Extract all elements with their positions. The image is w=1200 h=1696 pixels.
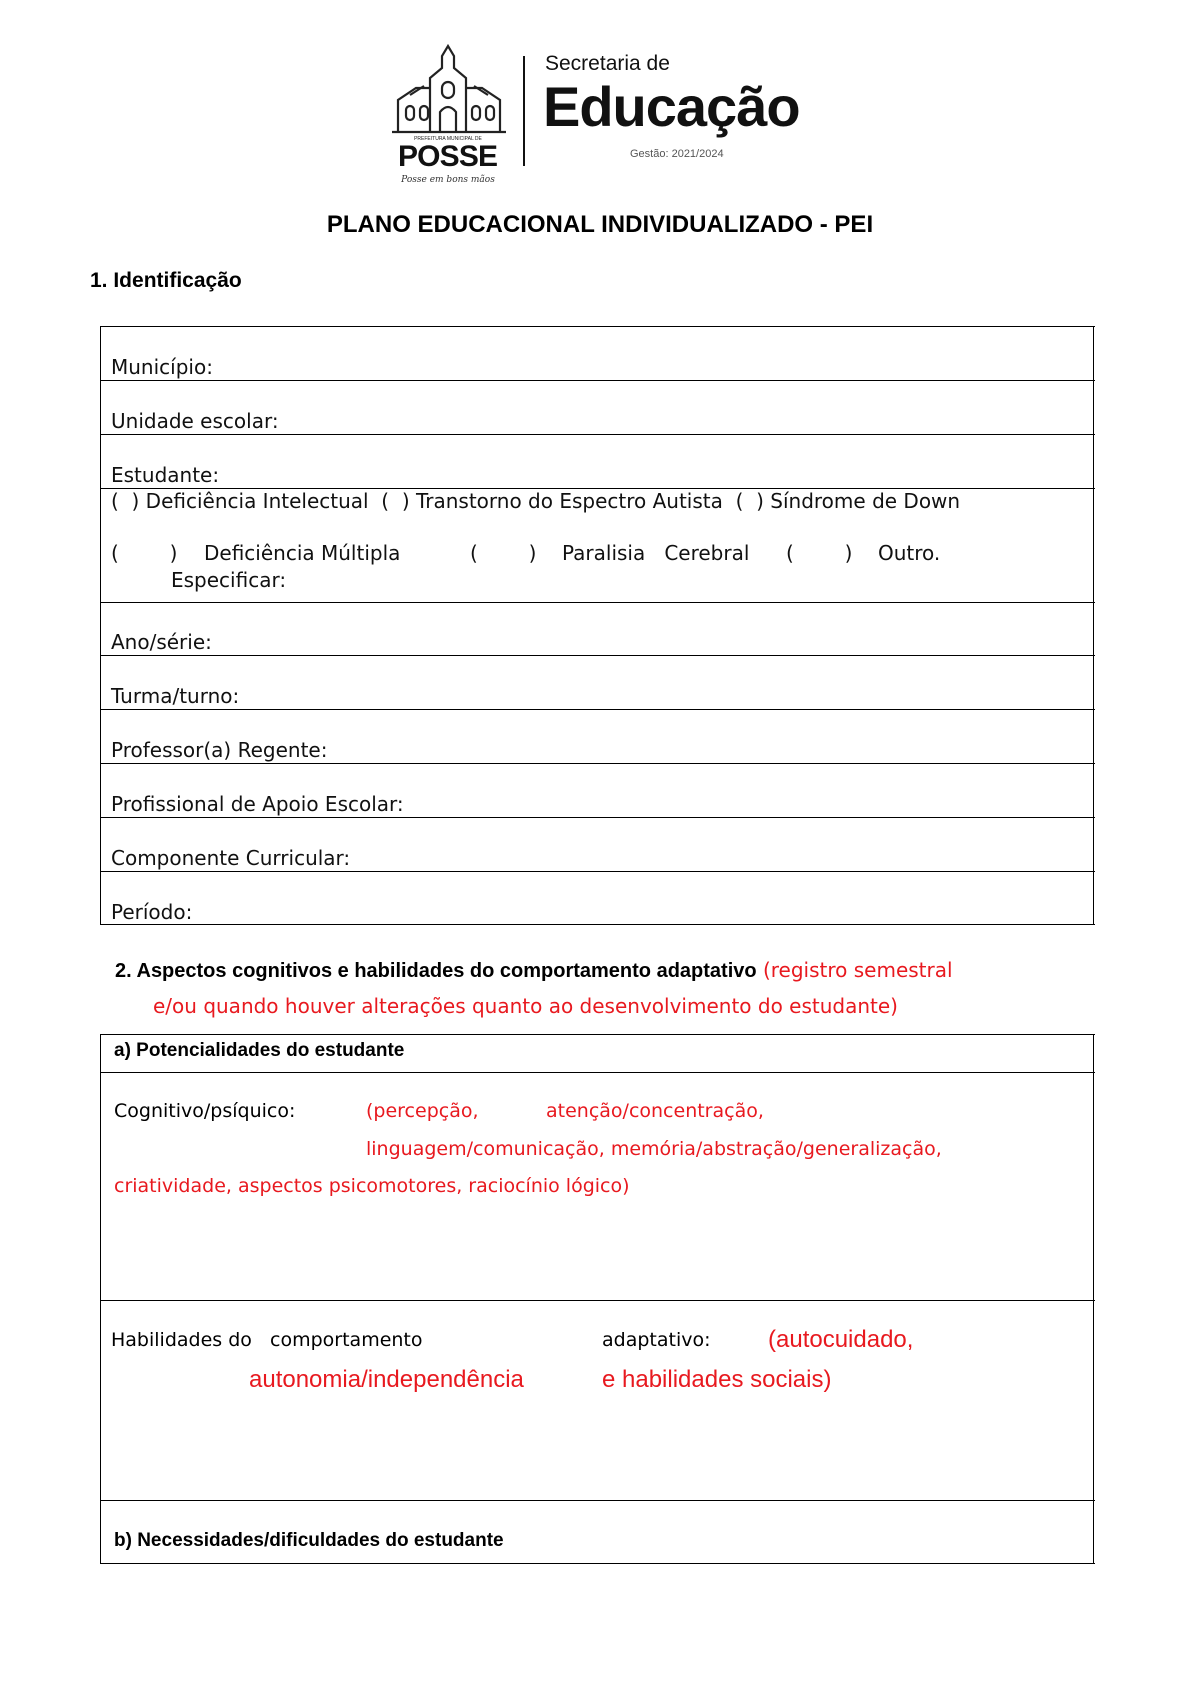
table-rule <box>100 817 1095 818</box>
cognitivo-hint: linguagem/comunicação, memória/abstração/generalização, <box>366 1138 942 1160</box>
document-title: PLANO EDUCACIONAL INDIVIDUALIZADO - PEI <box>326 211 874 238</box>
field-estudante[interactable]: Estudante: <box>111 463 220 487</box>
box-border-left <box>100 1034 101 1564</box>
box-rule <box>100 1300 1095 1301</box>
box-rule <box>100 1072 1095 1073</box>
box-rule <box>100 1500 1095 1501</box>
secretaria-label: Secretaria de <box>545 52 670 75</box>
habilidades-hint: e habilidades sociais) <box>602 1366 832 1393</box>
cognitivo-hint: atenção/concentração, <box>546 1100 764 1122</box>
table-rule <box>100 326 1095 327</box>
table-rule <box>100 602 1095 603</box>
habilidades-label[interactable]: Habilidades do comportamento <box>111 1329 423 1351</box>
option-paralisia-cerebral: Paralisia Cerebral <box>562 541 750 565</box>
field-periodo[interactable]: Período: <box>111 900 193 924</box>
table-rule <box>100 380 1095 381</box>
section2-heading-note-cont: e/ou quando houver alterações quanto ao desenvolvimento do estudante) <box>153 994 898 1018</box>
habilidades-label-cont: adaptativo: <box>602 1329 711 1351</box>
box-rule <box>100 1563 1095 1564</box>
box-border-right <box>1093 1034 1094 1564</box>
logo-divider <box>523 56 525 166</box>
habilidades-hint: autonomia/independência <box>249 1366 524 1393</box>
option-outro-paren[interactable]: ( ) <box>786 541 853 565</box>
field-municipio[interactable]: Município: <box>111 355 213 379</box>
option-outro: Outro. <box>878 541 941 565</box>
table-rule <box>100 924 1095 925</box>
field-turma-turno[interactable]: Turma/turno: <box>111 684 240 708</box>
svg-text:PREFEITURA MUNICIPAL DE: PREFEITURA MUNICIPAL DE <box>414 136 482 142</box>
table-rule <box>100 434 1095 435</box>
cognitivo-hint: criatividade, aspectos psicomotores, raciocínio lógico) <box>114 1175 630 1197</box>
section2-heading <box>115 958 953 983</box>
box-a-heading: a) Potencialidades do estudante <box>114 1040 405 1061</box>
logo-posse-text: POSSE <box>398 140 498 173</box>
table-border-right <box>1093 326 1094 924</box>
field-professor-regente[interactable]: Professor(a) Regente: <box>111 738 328 762</box>
option-paralisia-cerebral-paren[interactable]: ( ) <box>470 541 537 565</box>
table-rule <box>100 709 1095 710</box>
deficiency-options-row1[interactable]: ( ) Deficiência Intelectual ( ) Transtorno do Espectro Autista ( ) Síndrome de Down <box>111 489 961 513</box>
cognitivo-hint: (percepção, <box>366 1100 479 1122</box>
posse-logo <box>390 40 520 190</box>
table-border-left <box>100 326 101 924</box>
svg-text:Posse em bons mãos: Posse em bons mãos <box>401 175 495 185</box>
section2-heading-bold: 2. Aspectos cognitivos e habilidades do comportamento adaptativo <box>115 960 757 982</box>
section1-heading: 1. Identificação <box>90 269 242 292</box>
box-b-heading: b) Necessidades/dificuldades do estudante <box>114 1530 504 1551</box>
field-unidade-escolar[interactable]: Unidade escolar: <box>111 409 279 433</box>
option-deficiencia-multipla-paren[interactable]: ( ) <box>111 541 178 565</box>
field-profissional-apoio[interactable]: Profissional de Apoio Escolar: <box>111 792 404 816</box>
field-especificar[interactable]: Especificar: <box>171 568 287 592</box>
option-deficiencia-multipla: Deficiência Múltipla <box>204 541 401 565</box>
cognitivo-label[interactable]: Cognitivo/psíquico: <box>114 1100 296 1122</box>
section2-heading-note: (registro semestral <box>762 958 953 982</box>
gestao-label: Gestão: 2021/2024 <box>630 148 724 160</box>
field-ano-serie[interactable]: Ano/série: <box>111 630 212 654</box>
field-componente-curricular[interactable]: Componente Curricular: <box>111 846 351 870</box>
educacao-label: Educação <box>543 75 800 138</box>
table-rule <box>100 655 1095 656</box>
habilidades-hint: (autocuidado, <box>768 1326 914 1353</box>
table-rule <box>100 871 1095 872</box>
box-rule <box>100 1034 1095 1035</box>
table-rule <box>100 763 1095 764</box>
